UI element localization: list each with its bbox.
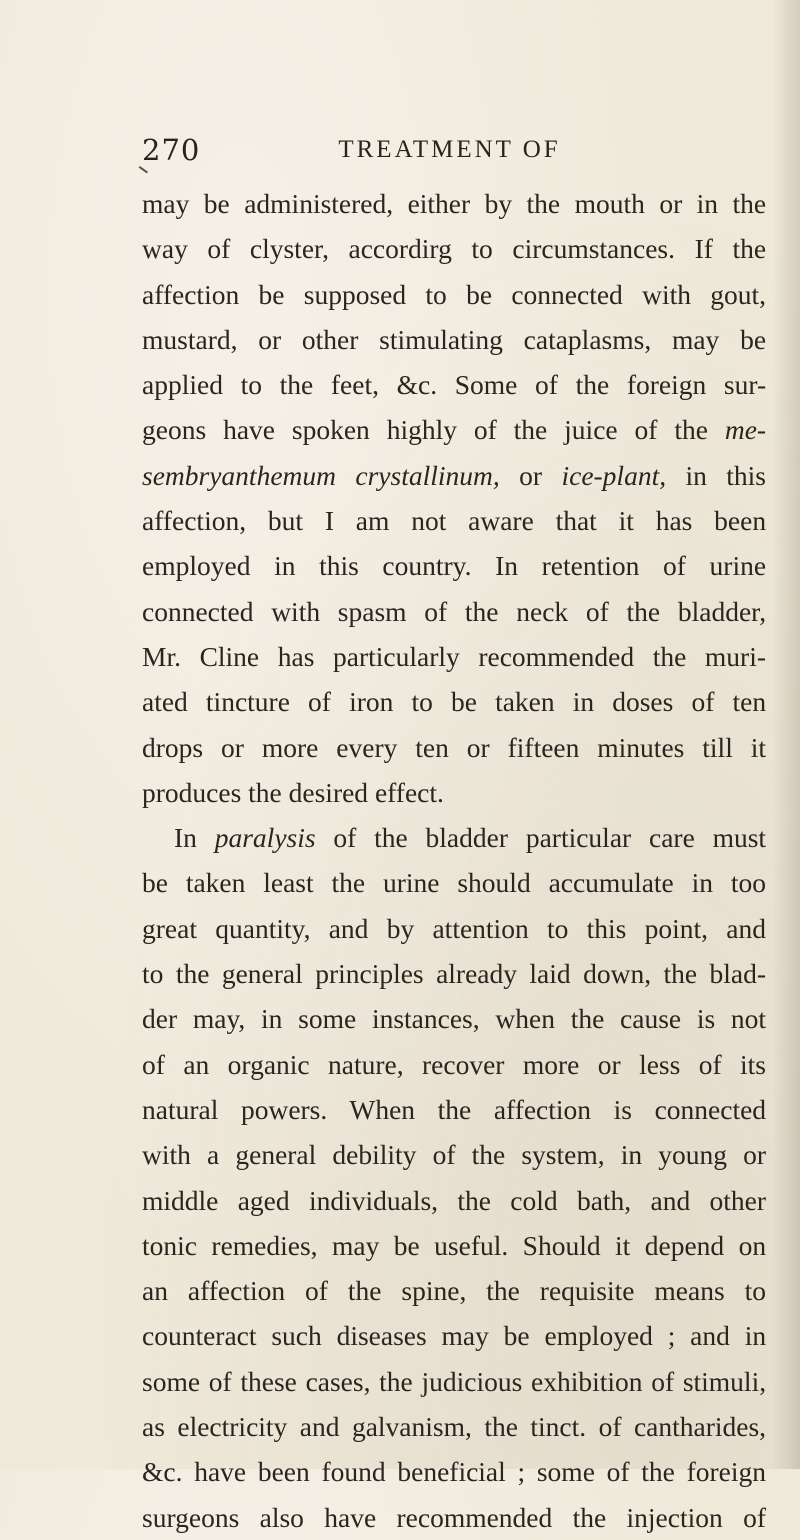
text-line: affection, but I am not aware that it has been <box>142 505 767 537</box>
text-line: may be administered, either by the mouth or in the <box>142 188 767 219</box>
running-head <box>142 130 766 170</box>
text-line: natural powers. When the affection is connected <box>142 1093 767 1125</box>
text-line: produces the desired effect. <box>142 776 444 808</box>
text-line: an affection of the spine, the requisite means to <box>142 1275 766 1307</box>
text-line: affection be supposed to be connected with gout, <box>142 278 767 310</box>
page-number: 270 <box>142 133 201 167</box>
running-title: TREATMENT OF <box>338 136 561 163</box>
paragraph-1 <box>142 181 766 815</box>
text-line: employed in this country. In retention of urine <box>142 550 767 582</box>
text-line: applied to the feet, &c. Some of the foreign sur- <box>142 369 767 401</box>
text-line: of an organic nature, recover more or less of its <box>142 1048 766 1080</box>
text-line: with a general debility of the system, in young or <box>142 1139 767 1171</box>
text-line: connected with spasm of the neck of the bladder, <box>142 595 767 627</box>
page-gutter-shadow <box>772 0 800 1469</box>
text-line: as electricity and galvanism, the tinct. of cantharides, <box>142 1411 767 1443</box>
text-line: ated tincture of iron to be taken in doses of ten <box>142 686 767 718</box>
text-line: great quantity, and by attention to this point, and <box>142 912 767 944</box>
text-line: der may, in some instances, when the cause is not <box>142 1003 767 1035</box>
text-line: be taken least the urine should accumulate in too <box>142 867 767 899</box>
paragraph-2 <box>142 815 766 1540</box>
text-line: In paralysis of the bladder particular care must <box>174 822 767 854</box>
text-line: middle aged individuals, the cold bath, and other <box>142 1184 767 1216</box>
text-line: Mr. Cline has particularly recommended the muri- <box>142 640 767 672</box>
text-line: sembryanthemum crystallinum, or ice-plant, in this <box>142 459 766 491</box>
text-line: drops or more every ten or fifteen minutes till it <box>142 731 767 763</box>
text-line: way of clyster, accordirg to circumstances. If the <box>142 233 767 265</box>
body-text <box>142 181 766 1540</box>
text-line: surgeons also have recommended the injection of <box>142 1501 767 1533</box>
text-line: counteract such diseases may be employed ; and in <box>142 1320 767 1352</box>
text-line: &c. have been found beneficial ; some of the foreign <box>142 1456 767 1488</box>
text-line: to the general principles already laid down, the blad- <box>142 958 767 990</box>
text-line: mustard, or other stimulating cataplasms, may be <box>142 323 767 355</box>
text-line: some of these cases, the judicious exhibition of stimuli, <box>142 1365 767 1397</box>
text-line: geons have spoken highly of the juice of the me- <box>142 414 767 446</box>
text-line: tonic remedies, may be useful. Should it depend on <box>142 1229 767 1261</box>
